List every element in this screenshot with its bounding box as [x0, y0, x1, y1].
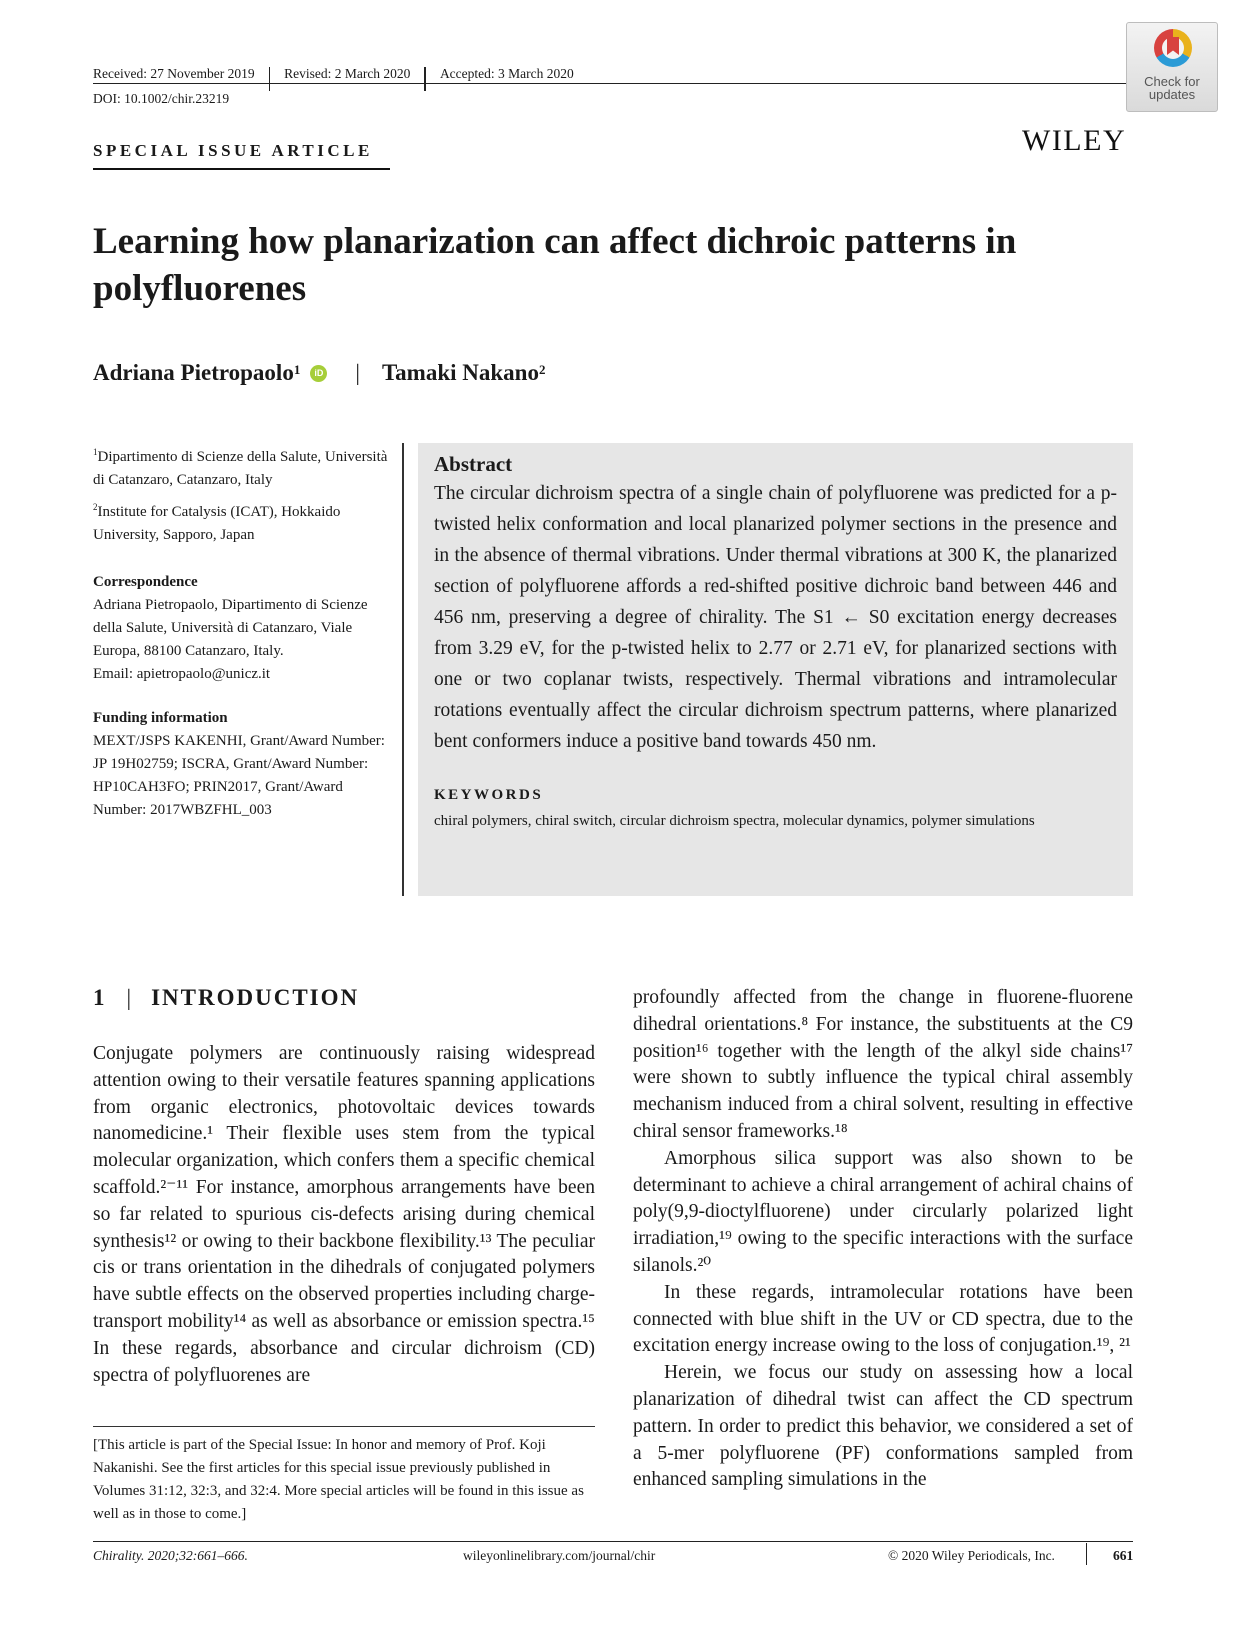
body-column-left: [93, 1041, 595, 1389]
badge-label: [1127, 75, 1217, 101]
date-divider: [269, 67, 271, 91]
check-for-updates-badge[interactable]: [1126, 22, 1218, 112]
author-name[interactable]: Tamaki Nakano: [381, 360, 539, 385]
abstract-text: The circular dichroism spectra of a single chain of polyfluorene was predicted for a p-twisted helix conformation and local planarized polymer sections in the presence and in the absence of thermal vibrations. Under thermal vibrations at 300 K, the planarized section of polyfluorene affords a red-shifted positive dichroic band between 446 and 456 nm, preserving a degree of chirality. The S1 ← S0 excitation energy decreases from 3.29 eV, for the p-twisted helix to 2.77 or 2.71 eV, for planarized sections with one or two coplanar twists, respectively. Thermal vibrations and intramolecular rotations eventually affect the circular dichroism spectrum patterns, where planarized bent conformers induce a positive band towards 450 nm.: [434, 483, 1117, 752]
footer-rule: [93, 1541, 1133, 1542]
special-issue-footnote: [This article is part of the Special Issue: In honor and memory of Prof. Koji Nakanishi. See the first articles for this special issue previously published in Volumes 31:12, 32:3, and 32:4. More special articles will be found in this issue as well as in those to come.]: [93, 1437, 584, 1522]
author-affiliation-mark: 1: [293, 362, 301, 377]
header-rule: [93, 83, 1133, 84]
affiliation: $^1$Dipartimento di Scienze della Salute, Università di Catanzaro, Catanzaro, Italy: [93, 447, 388, 488]
body-paragraph: profoundly affected from the change in fluorene-fluorene dihedral orientations.⁸ For instance, the substituents at the C9 position¹⁶ together with the length of the alkyl side chains¹⁷ were shown to subtly influence the typical chiral assembly mechanism induced from a chiral solvent, resulting in effective chiral sensor frameworks.¹⁸: [633, 987, 1133, 1142]
journal-url[interactable]: wileyonlinelibrary.com/journal/chir: [463, 1548, 656, 1563]
correspondence-address: Adriana Pietropaolo, Dipartimento di Scienze della Salute, Università di Catanzaro, Viale Europa, 88100 Catanzaro, Italy.: [93, 597, 368, 659]
correspondence-heading: Correspondence: [93, 574, 198, 590]
section-separator: |: [126, 985, 134, 1010]
section-number: 1: [93, 985, 107, 1010]
correspondence-email[interactable]: Email: apietropaolo@unicz.it: [93, 666, 271, 682]
affiliation: $^2$Institute for Catalysis (ICAT), Hokkaido University, Sapporo, Japan: [93, 502, 341, 543]
article-type: SPECIAL ISSUE ARTICLE: [93, 141, 373, 160]
author-list: [93, 360, 545, 386]
orcid-icon[interactable]: iD: [310, 365, 327, 382]
section-heading: [93, 985, 359, 1011]
section-title: INTRODUCTION: [151, 985, 360, 1010]
body-paragraph: Herein, we focus our study on assessing how a local planarization of dihedral twist can affect the CD spectrum pattern. In order to predict this behavior, we considered a set of a 5-mer polyfluorene (PF) conformations sampled from enhanced sampling simulations in the: [633, 1362, 1133, 1491]
column-divider: [402, 443, 404, 896]
accepted-date: Accepted: 3 March 2020: [439, 66, 574, 81]
page-number: 661: [1113, 1548, 1134, 1563]
abstract-heading: Abstract: [434, 452, 513, 476]
keywords-heading: KEYWORDS: [434, 787, 544, 803]
body-paragraph: Amorphous silica support was also shown to be determinant to achieve a chiral arrangement of achiral chains of poly(9,9-dioctylfluorene) under circularly polarized light irradiation,¹⁹ owing to the specific interactions with the surface silanols.²⁰: [633, 1147, 1133, 1276]
received-date: Received: 27 November 2019: [93, 66, 255, 81]
badge-line-2: updates: [1148, 87, 1196, 102]
journal-citation: Chirality. 2020;32:661–666.: [93, 1548, 248, 1563]
date-divider: [424, 67, 426, 91]
publisher-logo: WILEY: [1022, 124, 1127, 157]
body-column-right: [633, 985, 1133, 1494]
badge-line-1: Check for: [1144, 74, 1200, 89]
article-type-underline: [93, 168, 390, 170]
abstract-box: [418, 443, 1133, 896]
author-affiliation-mark: 2: [538, 362, 546, 377]
author-separator: |: [355, 360, 360, 385]
footer-divider: [1086, 1543, 1087, 1565]
funding-text: MEXT/JSPS KAKENHI, Grant/Award Number: JP 19H02759; ISCRA, Grant/Award Number: HP10CAH3FO; PRIN2017, Grant/Award Number: 2017WBZFHL_003: [93, 733, 385, 818]
revised-date: Revised: 2 March 2020: [284, 66, 411, 81]
doi: DOI: 10.1002/chir.23219: [93, 91, 230, 106]
body-paragraph: Conjugate polymers are continuously raising widespread attention owing to their versatile features spanning applications from organic electronics, photovoltaic devices towards nanomedicine.¹ Their flexible uses stem from the typical molecular organization, which confers them a specific chemical scaffold.²⁻¹¹ For instance, amorphous arrangements have been so far related to spurious cis-defects arising during chemical synthesis¹² or owing to their backbone flexibility.¹³ The peculiar cis or trans orientation in the dihedrals of conjugated polymers have subtle effects on the observed properties including charge-transport mobility¹⁴ as well as absorbance or emission spectra.¹⁵ In these regards, absorbance and circular dichroism (CD) spectra of polyfluorenes are: [93, 1043, 595, 1386]
article-title: Learning how planarization can affect dichroic patterns in polyfluorenes: [93, 221, 1017, 309]
copyright: © 2020 Wiley Periodicals, Inc.: [888, 1548, 1055, 1563]
footnote-rule: [93, 1426, 595, 1427]
author-info-column: [93, 441, 393, 822]
keywords-text: chiral polymers, chiral switch, circular dichroism spectra, molecular dynamics, polymer simulations: [434, 813, 1035, 829]
author-name[interactable]: Adriana Pietropaolo: [93, 360, 294, 385]
body-paragraph: In these regards, intramolecular rotations have been connected with blue shift in the UV or CD spectra, due to the excitation energy increase owing to the loss of conjugation.¹⁹, ²¹: [633, 1281, 1133, 1357]
funding-heading: Funding information: [93, 710, 228, 726]
